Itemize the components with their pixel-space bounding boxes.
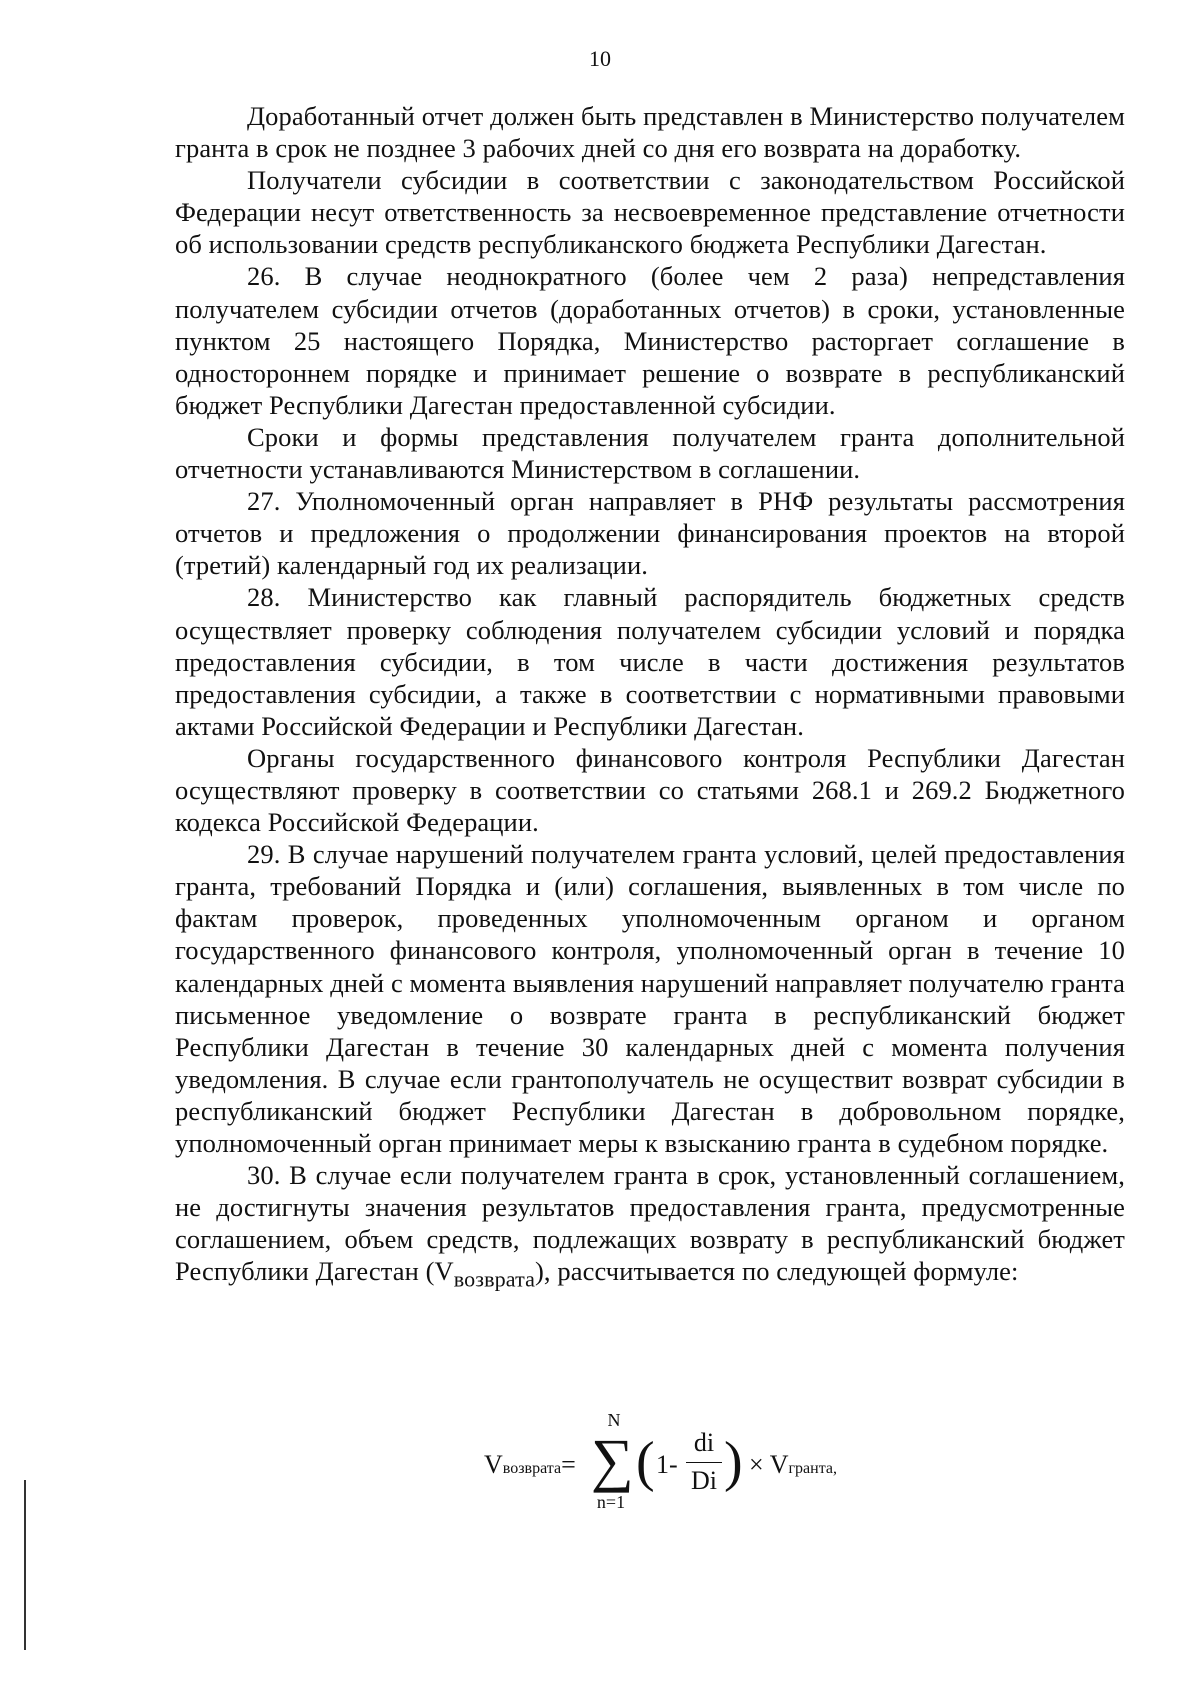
paragraph-29: 29. В случае нарушений получателем гранта условий, целей предоставления гранта, требований Порядка и (или) соглашения, выявленных в том числе по фактам проверок, проведенных уполномоченным органом и органом государственного финансового контроля, уполномоченный орган в течение 10 календарных дней с момента выявления нарушений направляет получателю гранта письменное уведомление о возврате гранта в республиканский бюджет Республики Дагестан в течение 30 календарных дней с момента получения уведомления. В случае если грантополучатель не осуществит возврат субсидии в республиканский бюджет Республики Дагестан в добровольном порядке, уполномоченный орган принимает меры к взысканию гранта в судебном порядке. [175,839,1125,1158]
scan-margin-line [24,1480,26,1650]
fraction-denominator: Di [691,1466,717,1495]
fraction-bar [686,1462,722,1463]
document-body [175,100,1125,1296]
paragraph-30-text: 30. В случае если получателем гранта в срок, установленный соглашением, не достигнуты значения результатов предоставления гранта, предусмотренные соглашением, объем средств, подлежащих возврату в республиканский бюджет Республики Дагестан (V [175,1160,1125,1287]
paragraph: Сроки и формы представления получателем гранта дополнительной отчетности устанавливаются Министерством в соглашении. [175,421,1125,485]
times-v: × V [749,1450,789,1479]
formula-lhs [484,1450,576,1480]
sigma-symbol: ∑ [591,1427,634,1493]
paragraph-28: 28. Министерство как главный распорядитель бюджетных средств осуществляет проверку соблюдения получателем субсидии условий и порядка предоставления субсидии, в том числе в части достижения результатов предоставления субсидии, а также в соответствии с нормативными правовыми актами Российской Федерации и Республики Дагестан. [175,582,1125,741]
paragraph-30 [175,1159,1125,1296]
paragraph-30-tail: ), рассчитывается по следующей формуле: [535,1256,1019,1287]
paragraph-27: 27. Уполномоченный орган направляет в РНФ результаты рассмотрения отчетов и предложения о продолжении финансирования проектов на второй (третий) календарный год их реализации. [175,486,1125,581]
sum-upper-limit: N [607,1410,621,1430]
v-return-subscript: возврата [453,1266,535,1292]
grant-subscript: гранта, [788,1460,837,1477]
formula-equals: = [561,1450,576,1479]
paragraph-26: 26. В случае неоднократного (более чем 2 раза) непредставления получателем субсидии отчетов (доработанных отчетов) в сроки, установленные пунктом 25 настоящего Порядка, Министерство расторгает соглашение в одностороннем порядке и принимает решение о возврате в республиканский бюджет Республики Дагестан предоставленной субсидии. [175,261,1125,420]
sum-lower-limit: n=1 [596,1492,626,1512]
paragraph: Органы государственного финансового контроля Республики Дагестан осуществляют проверку в соответствии со статьями 268.1 и 269.2 Бюджетного кодекса Российской Федерации. [175,742,1125,838]
formula-v: V [484,1450,503,1479]
formula-v-subscript: возврата [502,1460,562,1477]
formula-rhs [749,1450,837,1480]
open-paren: ( [636,1431,655,1493]
one-minus: 1- [656,1450,678,1479]
return-formula [484,1410,884,1510]
fraction-numerator: di [693,1428,715,1457]
page-number: 10 [589,46,611,71]
paragraph: Доработанный отчет должен быть представлен в Министерство получателем гранта в срок не позднее 3 рабочих дней со дня его возврата на доработку. [175,101,1125,164]
paragraph: Получатели субсидии в соответствии с законодательством Российской Федерации несут ответственность за несвоевременное представление отчетности об использовании средств республиканского бюджета Республики Дагестан. [175,165,1125,260]
close-paren: ) [724,1431,743,1493]
